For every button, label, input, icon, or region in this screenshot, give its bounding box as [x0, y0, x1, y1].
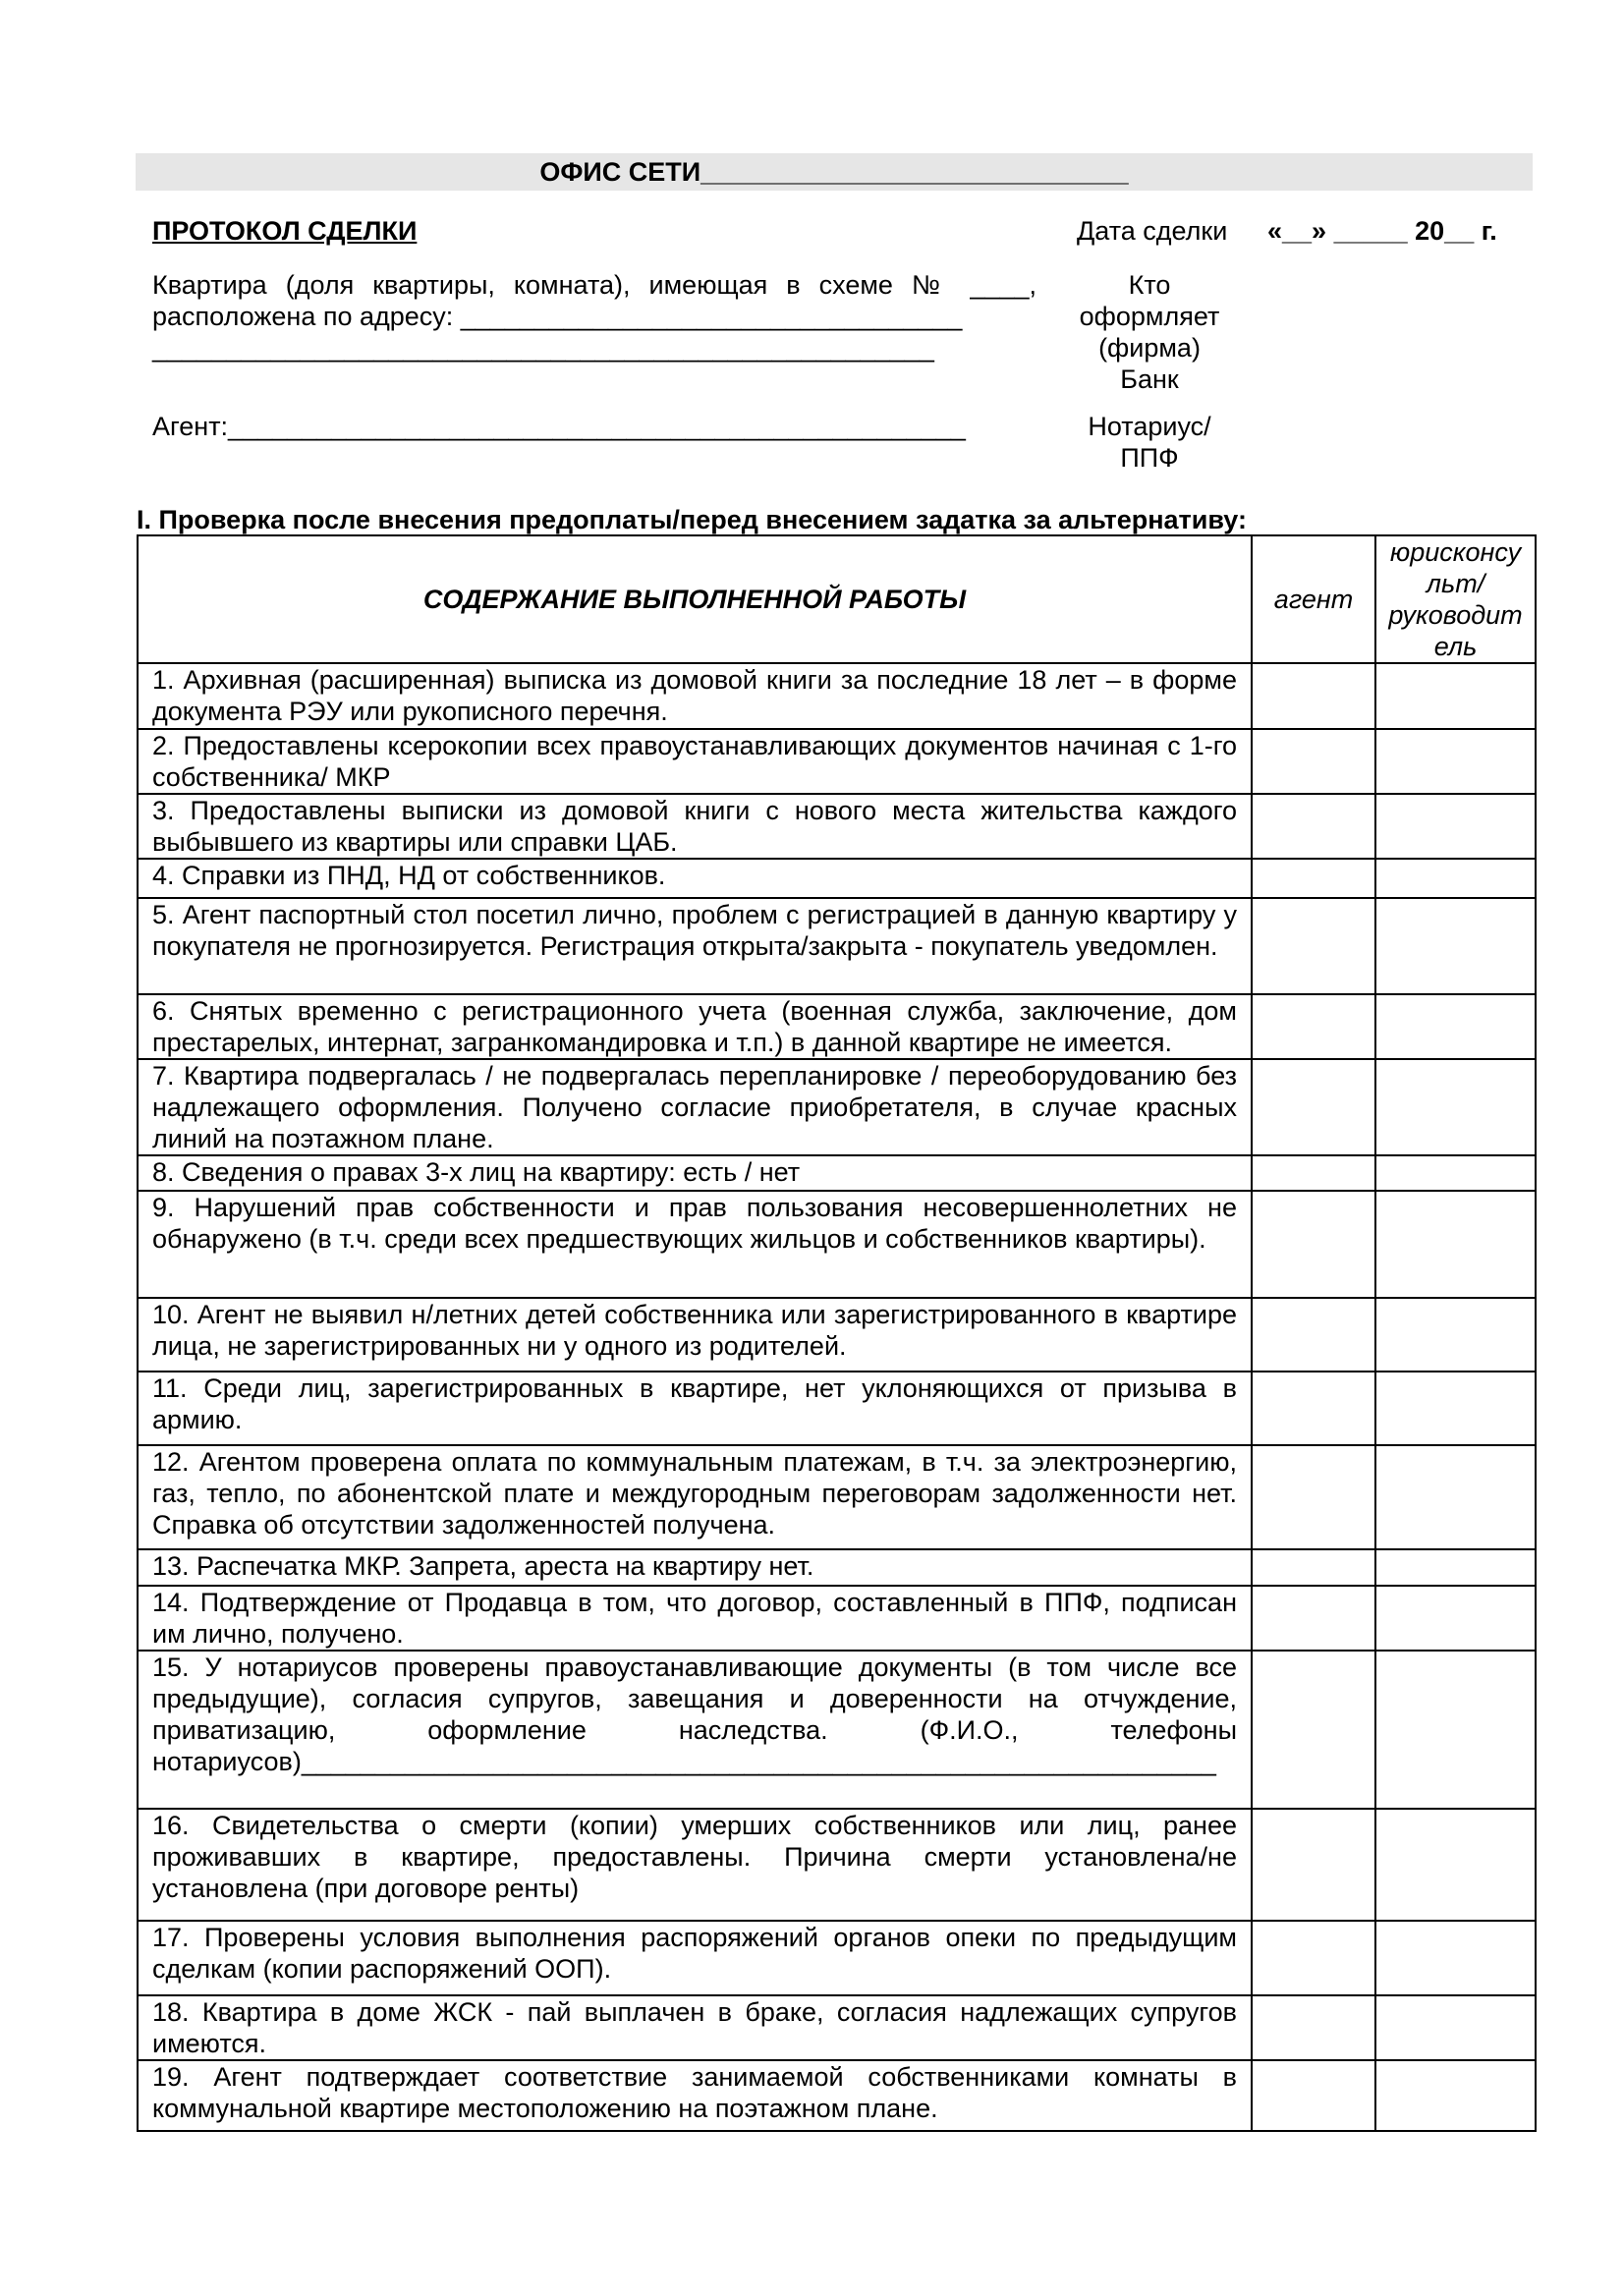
agent-check-cell[interactable] [1252, 1921, 1375, 1995]
agent-check-cell[interactable] [1252, 663, 1375, 729]
lawyer-check-cell[interactable] [1375, 1809, 1536, 1921]
row-text: 17. Проверены условия выполнения распоряжений органов опеки по предыдущим сделкам (копии распоряжений ООП). [138, 1921, 1252, 1995]
lawyer-check-cell[interactable] [1375, 1921, 1536, 1995]
lawyer-check-cell[interactable] [1375, 1651, 1536, 1809]
header-lawyer: юрисконсу льт/ руководит ель [1375, 535, 1536, 663]
lawyer-check-cell[interactable] [1375, 898, 1536, 994]
table-row [138, 859, 1536, 898]
table-row [138, 1298, 1536, 1372]
bank-label: Банк [1120, 364, 1179, 394]
lawyer-check-cell[interactable] [1375, 859, 1536, 898]
lawyer-check-cell[interactable] [1375, 663, 1536, 729]
table-row [138, 1059, 1536, 1155]
row-text: 2. Предоставлены ксерокопии всех правоустанавливающих документов начиная с 1-го собственника/ МКР [138, 729, 1252, 794]
agent-check-cell[interactable] [1252, 1059, 1375, 1155]
row-text: 10. Агент не выявил н/летних детей собственника или зарегистрированного в квартире лица, не зарегистрированных ни у одного из родителей. [138, 1298, 1252, 1372]
table-row [138, 1549, 1536, 1586]
row-text: 6. Снятых временно с регистрационного учета (военная служба, заключение, дом престарелых, интернат, загранкомандировка и т.п.) в данной квартире не имеется. [138, 994, 1252, 1059]
agent-check-cell[interactable] [1252, 1191, 1375, 1298]
who-registers-label: Кто оформляет (фирма) [1079, 270, 1220, 363]
notary-label: Нотариус/ ППФ [1088, 412, 1211, 473]
row-text: 14. Подтверждение от Продавца в том, что договор, составленный в ППФ, подписан им лично, получено. [138, 1586, 1252, 1651]
row-text: 5. Агент паспортный стол посетил лично, проблем с регистрацией в данную квартиру у покупателя не прогнозируется. Регистрация открыта/закрыта - покупатель уведомлен. [138, 898, 1252, 994]
office-network-field: ОФИС СЕТИ_____________________________ [539, 157, 1129, 187]
header-agent: агент [1252, 535, 1375, 663]
table-row [138, 994, 1536, 1059]
row-text: 15. У нотариусов проверены правоустанавливающие документы (в том числе все предыдущие), согласия супругов, завещания и доверенности на отчуждение, приватизацию, оформление наследства. (Ф.И.О., телефоны нотариусов)______________________________________________________________ [138, 1651, 1252, 1809]
agent-field[interactable]: Агент:__________________________________________________ [152, 412, 966, 441]
lawyer-check-cell[interactable] [1375, 1298, 1536, 1372]
agent-check-cell[interactable] [1252, 1372, 1375, 1445]
table-row [138, 898, 1536, 994]
agent-check-cell[interactable] [1252, 898, 1375, 994]
lawyer-check-cell[interactable] [1375, 729, 1536, 794]
agent-check-cell[interactable] [1252, 1651, 1375, 1809]
table-row [138, 1445, 1536, 1549]
deal-date-label: Дата сделки [1077, 216, 1228, 246]
agent-check-cell[interactable] [1252, 794, 1375, 859]
table-row [138, 729, 1536, 794]
row-text: 4. Справки из ПНД, НД от собственников. [138, 859, 1252, 898]
agent-check-cell[interactable] [1252, 729, 1375, 794]
agent-check-cell[interactable] [1252, 994, 1375, 1059]
agent-check-cell[interactable] [1252, 2060, 1375, 2131]
agent-check-cell[interactable] [1252, 1586, 1375, 1651]
lawyer-check-cell[interactable] [1375, 994, 1536, 1059]
work-checklist-table [137, 534, 1537, 2132]
lawyer-check-cell[interactable] [1375, 794, 1536, 859]
row-text: 8. Сведения о правах 3-х лиц на квартиру: есть / нет [138, 1155, 1252, 1191]
row-text: 3. Предоставлены выписки из домовой книги с нового места жительства каждого выбывшего из квартиры или справки ЦАБ. [138, 794, 1252, 859]
lawyer-check-cell[interactable] [1375, 1549, 1536, 1586]
lawyer-check-cell[interactable] [1375, 1191, 1536, 1298]
row-text: 1. Архивная (расширенная) выписка из домовой книги за последние 18 лет – в форме документа РЭУ или рукописного перечня. [138, 663, 1252, 729]
agent-check-cell[interactable] [1252, 1809, 1375, 1921]
table-row [138, 794, 1536, 859]
deal-date-field[interactable]: «__» _____ 20__ г. [1267, 216, 1497, 246]
row-text: 19. Агент подтверждает соответствие занимаемой собственниками комнаты в коммунальной квартире местоположению на поэтажном плане. [138, 2060, 1252, 2131]
row-text: 16. Свидетельства о смерти (копии) умерших собственников или лиц, ранее проживавших в квартире, предоставлены. Причина смерти установлена/не установлена (при договоре ренты) [138, 1809, 1252, 1921]
row-text: 13. Распечатка МКР. Запрета, ареста на квартиру нет. [138, 1549, 1252, 1586]
lawyer-check-cell[interactable] [1375, 2060, 1536, 2131]
lawyer-check-cell[interactable] [1375, 1995, 1536, 2060]
row-text: 7. Квартира подвергалась / не подвергалась перепланировке / переоборудованию без надлежащего оформления. Получено согласие приобретателя, в случае красных линий на поэтажном плане. [138, 1059, 1252, 1155]
section-title: I. Проверка после внесения предоплаты/перед внесением задатка за альтернативу: [137, 505, 1247, 534]
agent-check-cell[interactable] [1252, 1445, 1375, 1549]
row-text: 9. Нарушений прав собственности и прав пользования несовершеннолетних не обнаружено (в т.ч. среди всех предшествующих жильцов и собственников квартиры). [138, 1191, 1252, 1298]
table-row [138, 1921, 1536, 1995]
row-text: 18. Квартира в доме ЖСК - пай выплачен в браке, согласия надлежащих супругов имеются. [138, 1995, 1252, 2060]
table-row [138, 1372, 1536, 1445]
lawyer-check-cell[interactable] [1375, 1059, 1536, 1155]
lawyer-check-cell[interactable] [1375, 1586, 1536, 1651]
lawyer-check-cell[interactable] [1375, 1445, 1536, 1549]
table-row [138, 1586, 1536, 1651]
table-row [138, 1995, 1536, 2060]
agent-check-cell[interactable] [1252, 1298, 1375, 1372]
table-row [138, 1809, 1536, 1921]
table-row [138, 663, 1536, 729]
apartment-address-text[interactable]: Квартира (доля квартиры, комната), имеющая в схеме № ____, расположена по адресу: __________________________________ [152, 270, 1036, 331]
apartment-address-line2[interactable]: _____________________________________________________ [152, 333, 934, 363]
table-row [138, 1651, 1536, 1809]
table-row [138, 2060, 1536, 2131]
lawyer-check-cell[interactable] [1375, 1155, 1536, 1191]
row-text: 12. Агентом проверена оплата по коммунальным платежам, в т.ч. за электроэнергию, газ, тепло, по абонентской плате и междугородным переговорам задолженности нет. Справка об отсутствии задолженностей получена. [138, 1445, 1252, 1549]
table-header-row [138, 535, 1536, 663]
protocol-title: ПРОТОКОЛ СДЕЛКИ [152, 216, 418, 246]
agent-check-cell[interactable] [1252, 1995, 1375, 2060]
lawyer-check-cell[interactable] [1375, 1372, 1536, 1445]
table-row [138, 1155, 1536, 1191]
office-header-bar [136, 153, 1533, 191]
table-row [138, 1191, 1536, 1298]
header-content: СОДЕРЖАНИЕ ВЫПОЛНЕННОЙ РАБОТЫ [138, 535, 1252, 663]
agent-check-cell[interactable] [1252, 859, 1375, 898]
agent-check-cell[interactable] [1252, 1155, 1375, 1191]
agent-check-cell[interactable] [1252, 1549, 1375, 1586]
row-text: 11. Среди лиц, зарегистрированных в квартире, нет уклоняющихся от призыва в армию. [138, 1372, 1252, 1445]
